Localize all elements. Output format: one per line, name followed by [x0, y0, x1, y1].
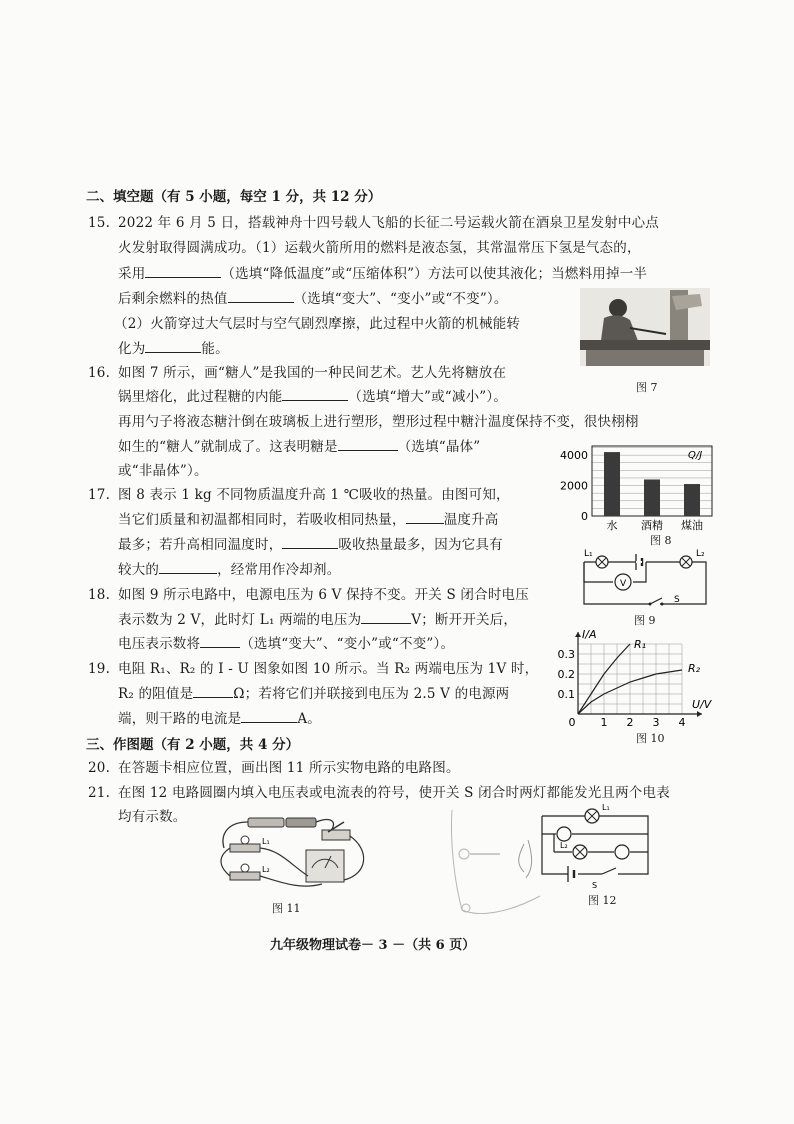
q15-line2: 火发射取得圆满成功。（1）运载火箭所用的燃料是液态氢，其常温常压下氢是气态的，	[118, 240, 641, 256]
fig12-meter-circle-2	[615, 845, 629, 859]
q15-line4: 后剩余燃料的热值 （选填“变大”、“变小”或“不变”）。	[118, 291, 508, 307]
fig10-x-arrow	[697, 711, 702, 717]
fig8-ytick-label: 4000	[560, 449, 588, 463]
fig10-ylabel: I/A	[582, 628, 597, 641]
fig8-ytick-label: 2000	[560, 479, 588, 493]
q17-blank1[interactable]	[406, 511, 444, 524]
figure-10-iu-graph	[558, 628, 718, 728]
q17-blank2[interactable]	[282, 536, 338, 549]
q15-line3: 采用 （选填“降低温度”或“压缩体积”）方法可以使其液化；当燃料用掉一半	[118, 266, 648, 282]
fig9-voltmeter-label: V	[620, 579, 627, 589]
q16-line1: 16. 如图 7 所示，画“糖人”是我国的一种民间艺术。艺人先将糖放在	[88, 365, 507, 381]
q20-line1: 20. 在答题卡相应位置，画出图 11 所示实物电路的电路图。	[88, 760, 460, 776]
page-footer: 九年级物理试卷－ 3 －（共 6 页）	[270, 938, 476, 953]
fig8-bar	[644, 479, 660, 516]
section-2-heading: 二、填空题（有 5 小题，每空 1 分，共 12 分）	[86, 189, 382, 205]
q20-number: 20.	[88, 760, 111, 776]
q17-line1: 17. 图 8 表示 1 kg 不同物质温度升高 1 ℃吸收的热量。由图可知，	[88, 487, 510, 503]
q18-blank2[interactable]	[200, 635, 240, 648]
q15-blank1[interactable]	[145, 265, 221, 278]
q19-line3: 端，则干路的电流是 A。	[118, 711, 321, 727]
q17-line2: 当它们质量和初温都相同时，若吸收相同热量， 温度升高	[118, 512, 499, 528]
figure-12-caption: 图 12	[588, 894, 617, 907]
q19-blank2[interactable]	[241, 710, 297, 723]
fig10-xtick-label: 1	[600, 716, 608, 728]
figure-9-circuit	[576, 548, 716, 610]
figure-8-bar-chart	[548, 436, 728, 536]
fig8-ytick-label: 0	[581, 510, 588, 523]
fig10-xtick-label: 2	[626, 716, 634, 728]
q19-blank1[interactable]	[193, 685, 233, 698]
q15-line6: 化为 能。	[118, 341, 229, 357]
fig9-switch-label: S	[674, 595, 680, 605]
q16-blank1[interactable]	[282, 388, 348, 401]
fig11-l1-label: L₁	[262, 837, 270, 846]
section-3-heading: 三、作图题（有 2 小题，共 4 分）	[86, 737, 300, 753]
fig9-l1-label: L₁	[584, 549, 593, 559]
fig10-xtick-label: 0	[568, 716, 576, 728]
fig8-title: Q/J	[688, 450, 703, 461]
q15-line5: （2）火箭穿过大气层时与空气剧烈摩擦，此过程中火箭的机械能转	[114, 316, 521, 332]
fig12-switch-label: S	[592, 881, 598, 890]
fig10-xtick-label: 4	[678, 716, 686, 728]
q21-line1: 21. 在图 12 电路圆圈内填入电压表或电流表的符号，使开关 S 闭合时两灯都能发光且两个电表	[88, 785, 670, 801]
fig8-bar	[684, 484, 700, 516]
fig8-category-label: 煤油	[681, 519, 703, 532]
q16-line3: 再用勺子将液态糖汁倒在玻璃板上进行塑形，塑形过程中糖汁温度保持不变，很快栩栩	[118, 414, 639, 430]
q19-line2: R₂ 的阻值是 Ω；若将它们并联接到电压为 2.5 V 的电源两	[118, 686, 510, 702]
fig10-ytick-label: 0.3	[558, 648, 575, 661]
fig12-meter-circle-1	[557, 827, 571, 841]
fig9-l2-label: L₂	[696, 549, 705, 559]
figure-7-illustration	[580, 288, 710, 366]
q19-line1: 19. 电阻 R₁、R₂ 的 I - U 图象如图 10 所示。当 R₂ 两端电压为 1V 时，	[88, 661, 539, 677]
fig10-y-arrow	[575, 632, 581, 637]
figure-11-caption: 图 11	[272, 902, 301, 915]
fig8-bar	[604, 452, 620, 516]
q15-blank3[interactable]	[145, 340, 201, 353]
q18-line2: 表示数为 2 V，此时灯 L₁ 两端的电压为 V；断开开关后，	[118, 612, 518, 628]
figure-10-caption: 图 10	[636, 732, 665, 745]
fig10-xtick-label: 3	[652, 716, 660, 728]
q17-blank3[interactable]	[159, 561, 217, 574]
q18-line1: 18. 如图 9 所示电路中，电源电压为 6 V 保持不变。开关 S 闭合时电压	[88, 587, 529, 603]
fig12-l2-label: L₂	[560, 841, 568, 850]
fig10-xlabel: U/V	[692, 698, 712, 711]
fig11-l2-label: L₂	[262, 865, 270, 874]
q18-line3: 电压表示数将 （选填“变大”、“变小”或“不变”）。	[118, 636, 455, 652]
fig10-ytick-label: 0.1	[558, 688, 575, 701]
q16-blank2[interactable]	[338, 438, 398, 451]
q17-line4: 较大的 ，经常用作冷却剂。	[118, 562, 341, 578]
q21-number: 21.	[88, 785, 111, 801]
fig8-category-label: 酒精	[641, 519, 663, 532]
q15-blank2[interactable]	[228, 290, 294, 303]
q16-line5: 或“非晶体”）。	[118, 463, 208, 479]
q15-line1: 15. 2022 年 6 月 5 日，搭载神舟十四号载人飞船的长征二号运载火箭在酒泉卫星发射中心点	[88, 215, 659, 231]
figure-12-circuit	[534, 800, 658, 894]
q18-number: 18.	[88, 587, 111, 603]
fig10-ytick-label: 0.2	[558, 668, 575, 681]
fig8-category-label: 水	[606, 519, 618, 532]
fig10-series-label: R₁	[634, 638, 647, 651]
q15-number: 15.	[88, 215, 111, 231]
figure-7-caption: 图 7	[636, 381, 658, 394]
q16-line2: 锅里熔化，此过程糖的内能 （选填“增大”或“减小”）。	[118, 389, 508, 405]
q21-line2: 均有示数。	[118, 809, 187, 825]
figure-8-caption: 图 8	[650, 534, 672, 547]
figure-11-physical-circuit	[210, 810, 380, 894]
fig12-l1-label: L₁	[602, 803, 610, 812]
q19-number: 19.	[88, 661, 111, 677]
q16-number: 16.	[88, 365, 111, 381]
fig10-series-label: R₂	[688, 662, 701, 675]
q16-line4: 如生的“糖人”就制成了。这表明糖是 （选填“晶体”	[118, 439, 481, 455]
q17-line3: 最多；若升高相同温度时， 吸收热量最多，因为它具有	[118, 537, 503, 553]
figure-9-caption: 图 9	[634, 614, 656, 627]
q18-blank1[interactable]	[361, 611, 411, 624]
q17-number: 17.	[88, 487, 111, 503]
